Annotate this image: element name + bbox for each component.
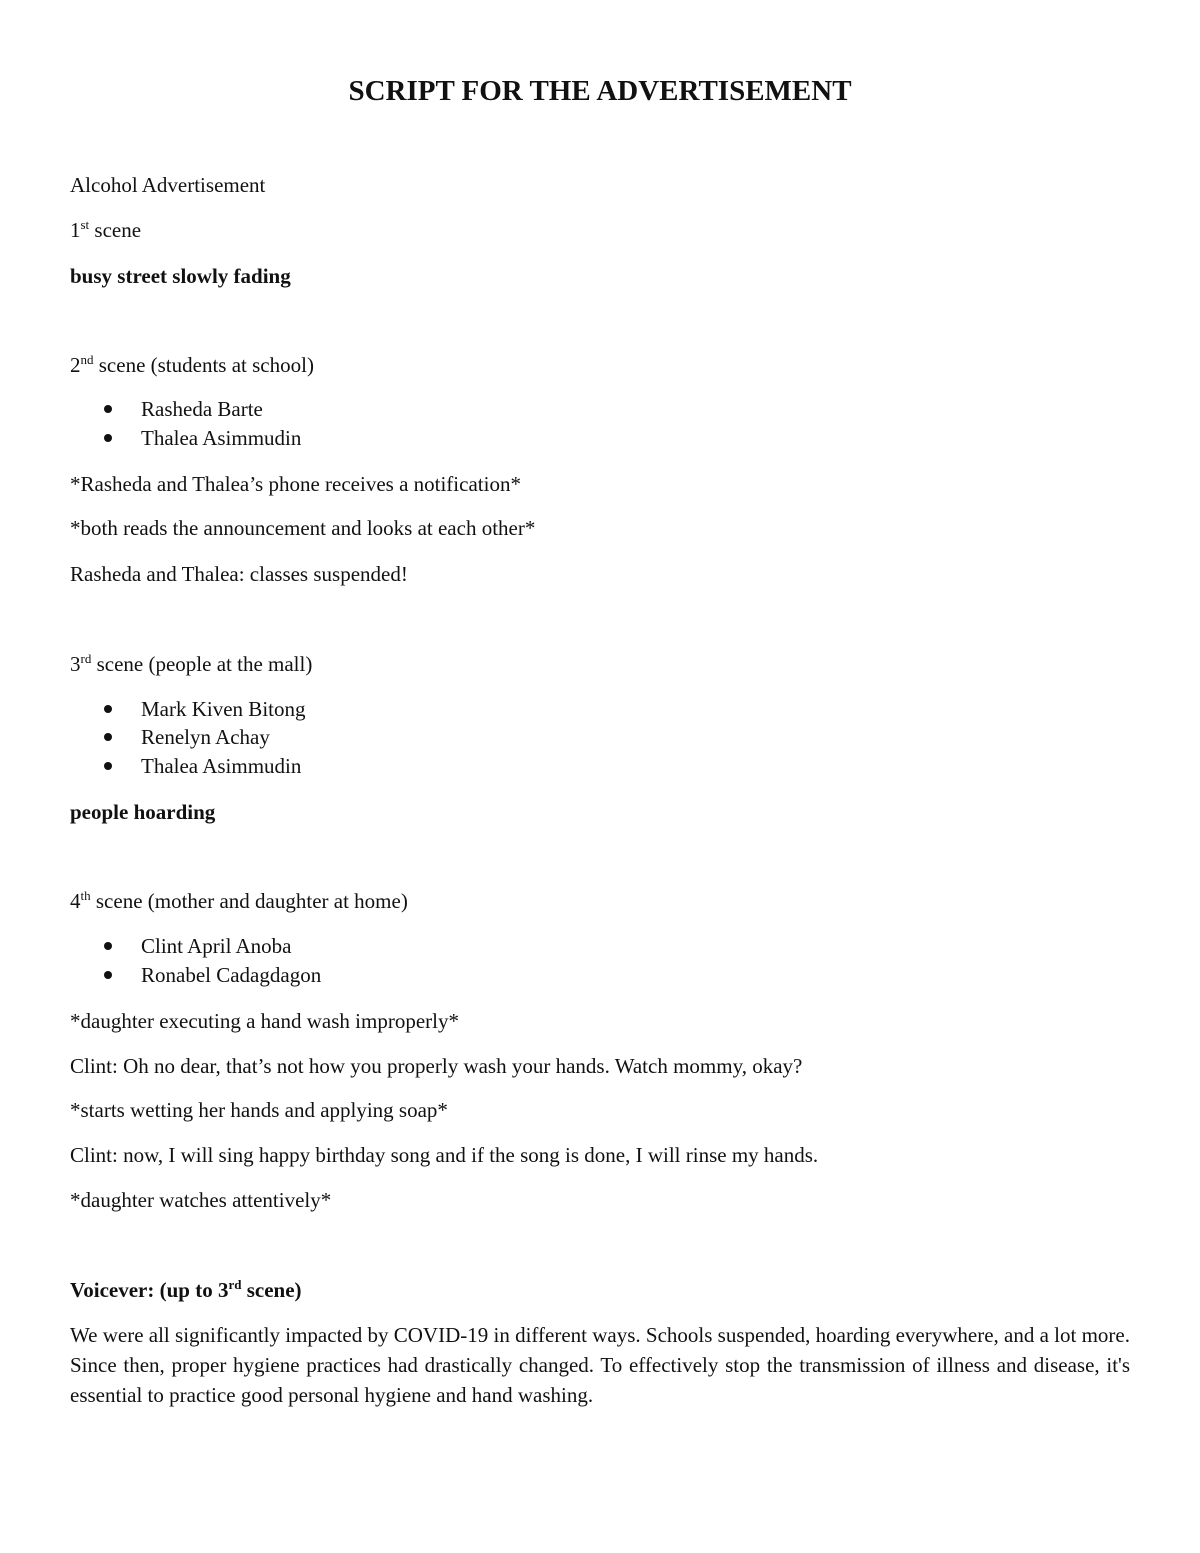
voiceover-heading: [70, 1277, 302, 1303]
scene-number: 1: [70, 218, 81, 242]
bullet-icon: [104, 762, 112, 770]
scene-number: 2: [70, 353, 81, 377]
bullet-icon: [104, 434, 112, 442]
cast-item: Clint April Anoba: [141, 934, 292, 958]
scene-2-heading: [70, 352, 314, 378]
script-line: Clint: Oh no dear, that’s not how you properly wash your hands. Watch mommy, okay?: [70, 1054, 803, 1078]
scene-4-heading: [70, 888, 408, 914]
scene-1-heading: [70, 217, 141, 243]
bullet-icon: [104, 405, 112, 413]
script-line: *starts wetting her hands and applying soap*: [70, 1098, 448, 1122]
bullet-icon: [104, 733, 112, 741]
voiceover-heading-suffix: scene): [241, 1278, 302, 1302]
scene-ordinal: th: [80, 888, 91, 903]
cast-item: Thalea Asimmudin: [141, 754, 302, 778]
scene-label: scene: [89, 218, 142, 242]
scene-label: scene (mother and daughter at home): [90, 889, 408, 913]
document-subtitle: Alcohol Advertisement: [70, 173, 266, 197]
document-title: SCRIPT FOR THE ADVERTISEMENT: [348, 75, 852, 107]
script-line: *both reads the announcement and looks at each other*: [70, 516, 536, 540]
bullet-icon: [104, 705, 112, 713]
script-line: *daughter watches attentively*: [70, 1188, 332, 1212]
script-line: Clint: now, I will sing happy birthday song and if the song is done, I will rinse my hands.: [70, 1143, 819, 1167]
bullet-icon: [104, 971, 112, 979]
scene-3-heading: [70, 651, 312, 677]
script-line: *daughter executing a hand wash improperly*: [70, 1009, 459, 1033]
scene-label: scene (students at school): [93, 353, 314, 377]
scene-ordinal: st: [80, 217, 90, 232]
scene-ordinal: nd: [80, 352, 94, 367]
scene-number: 3: [70, 652, 81, 676]
cast-item: Renelyn Achay: [141, 725, 270, 749]
scene-label: scene (people at the mall): [91, 652, 313, 676]
cast-item: Rasheda Barte: [141, 397, 263, 421]
scene-ordinal: rd: [80, 651, 92, 666]
scene-3-description: people hoarding: [70, 800, 216, 824]
cast-item: Mark Kiven Bitong: [141, 697, 306, 721]
script-line: Rasheda and Thalea: classes suspended!: [70, 562, 408, 586]
scene-number: 4: [70, 889, 81, 913]
script-line: *Rasheda and Thalea’s phone receives a notification*: [70, 472, 521, 496]
scene-1-description: busy street slowly fading: [70, 264, 291, 288]
cast-item: Ronabel Cadagdagon: [141, 963, 322, 987]
bullet-icon: [104, 942, 112, 950]
voiceover-heading-prefix: Voicever: (up to 3: [70, 1278, 229, 1302]
voiceover-paragraph: We were all significantly impacted by COVID-19 in different ways. Schools suspended, hoarding everywhere, and a lot more. Since then, proper hygiene practices had drastically changed. To effectively stop the transmission of illness and disease, it's essential to practice good personal hygiene and hand washing.: [70, 1323, 1130, 1407]
cast-item: Thalea Asimmudin: [141, 426, 302, 450]
voiceover-heading-ordinal: rd: [228, 1277, 242, 1292]
